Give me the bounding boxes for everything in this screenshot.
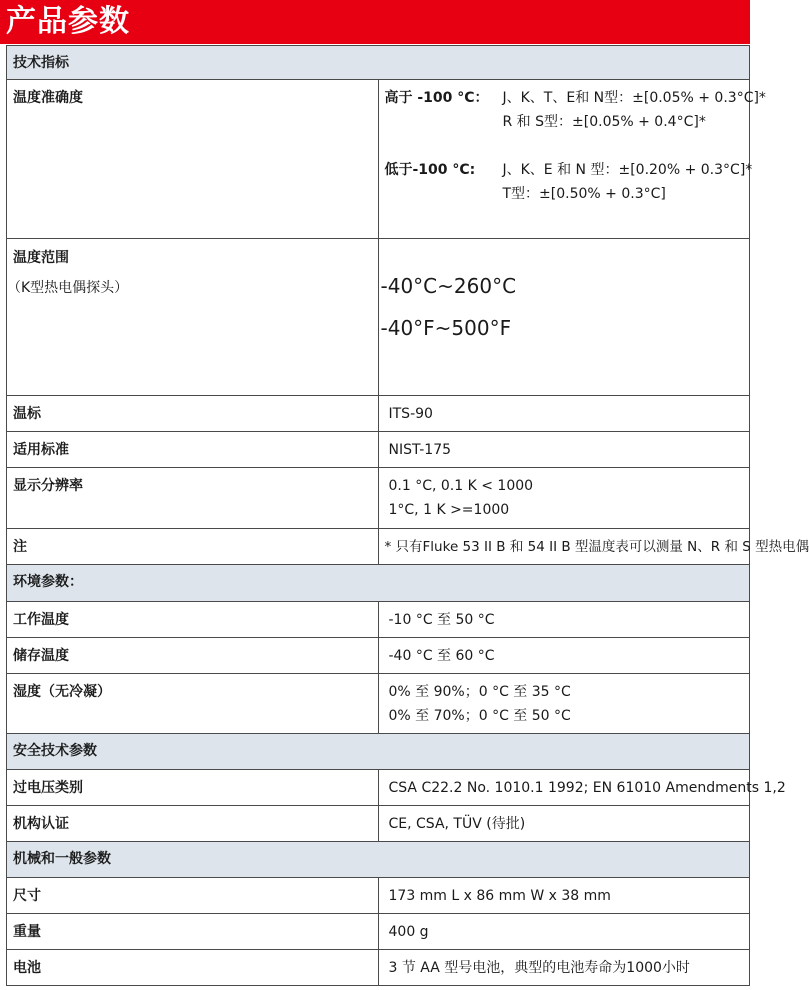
storage-temp-value: -40 °C 至 60 °C <box>388 648 495 664</box>
resolution-line1: 0.1 °C, 0.1 K < 1000 <box>388 478 534 494</box>
scale-value: ITS-90 <box>388 406 433 422</box>
accuracy-above-line1: J、K、T、E和 N型：±[0.05% + 0.3°C]* <box>502 90 766 106</box>
row-value <box>378 529 809 565</box>
row-label: 工作温度 <box>7 602 379 638</box>
section-title: 环境参数： <box>7 565 750 602</box>
resolution-line2: 1°C, 1 K >=1000 <box>388 502 510 518</box>
row-value <box>378 432 750 468</box>
row-range <box>7 239 750 396</box>
overvoltage-value: CSA C22.2 No. 1010.1 1992; EN 61010 Amendments 1,2 <box>388 780 786 796</box>
accuracy-below-head: 低于-100 °C: <box>384 162 476 178</box>
row-label <box>7 239 379 396</box>
row-value <box>378 950 750 986</box>
section-title: 技术指标 <box>7 46 750 80</box>
section-header-mech <box>7 842 750 878</box>
row-label: 湿度（无冷凝） <box>7 674 379 734</box>
row-label: 储存温度 <box>7 638 379 674</box>
row-value <box>378 878 750 914</box>
standard-value: NIST-175 <box>388 442 452 458</box>
accuracy-below-line2: T型：±[0.50% + 0.3°C] <box>502 186 666 202</box>
battery-value: 3 节 AA 型号电池，典型的电池寿命为1000小时 <box>388 960 690 976</box>
row-size <box>7 878 750 914</box>
humidity-line2: 0% 至 70%；0 °C 至 50 °C <box>388 708 571 724</box>
row-label: 机构认证 <box>7 806 379 842</box>
row-label: 温度准确度 <box>7 80 379 239</box>
note-value: * 只有Fluke 53 II B 和 54 II B 型温度表可以测量 N、R 和 S 型热电偶 <box>384 539 809 555</box>
row-label: 重量 <box>7 914 379 950</box>
accuracy-below-line1: J、K、E 和 N 型：±[0.20% + 0.3°C]* <box>502 162 753 178</box>
section-title: 安全技术参数 <box>7 734 750 770</box>
section-header-env <box>7 565 750 602</box>
row-certification <box>7 806 750 842</box>
size-value: 173 mm L x 86 mm W x 38 mm <box>388 888 611 904</box>
row-value <box>378 80 766 239</box>
row-op-temp <box>7 602 750 638</box>
section-header-safety <box>7 734 750 770</box>
page-title: 产品参数 <box>6 4 130 39</box>
section-header-tech <box>7 46 750 80</box>
row-value <box>378 468 750 529</box>
row-value <box>378 914 750 950</box>
section-title: 机械和一般参数 <box>7 842 750 878</box>
row-label: 温标 <box>7 396 379 432</box>
row-storage-temp <box>7 638 750 674</box>
row-humidity <box>7 674 750 734</box>
row-scale <box>7 396 750 432</box>
row-label: 适用标准 <box>7 432 379 468</box>
row-label: 注 <box>7 529 379 565</box>
humidity-line1: 0% 至 90%；0 °C 至 35 °C <box>388 684 571 700</box>
row-battery <box>7 950 750 986</box>
row-value <box>378 806 750 842</box>
row-weight <box>7 914 750 950</box>
certification-value: CE, CSA, TÜV (待批) <box>388 816 526 832</box>
range-label: 温度范围 <box>13 250 69 266</box>
spec-table <box>6 45 809 986</box>
range-celsius: -40°C~260°C <box>380 274 517 298</box>
row-standard <box>7 432 750 468</box>
op-temp-value: -10 °C 至 50 °C <box>388 612 495 628</box>
range-label-probe: （K型热电偶探头） <box>7 280 129 296</box>
row-accuracy <box>7 80 750 239</box>
row-value <box>378 638 750 674</box>
row-label: 尺寸 <box>7 878 379 914</box>
row-resolution <box>7 468 750 529</box>
row-note <box>7 529 750 565</box>
row-value <box>378 770 786 806</box>
accuracy-above-line2: R 和 S型：±[0.05% + 0.4°C]* <box>502 114 706 130</box>
accuracy-above-head: 高于 -100 °C： <box>384 90 489 106</box>
row-label: 显示分辨率 <box>7 468 379 529</box>
page-banner <box>0 0 750 44</box>
weight-value: 400 g <box>388 924 429 940</box>
range-fahrenheit: -40°F~500°F <box>380 316 512 340</box>
row-overvoltage <box>7 770 750 806</box>
row-label: 过电压类别 <box>7 770 379 806</box>
row-value <box>378 396 750 432</box>
row-label: 电池 <box>7 950 379 986</box>
row-value <box>378 239 750 396</box>
row-value <box>378 674 750 734</box>
row-value <box>378 602 750 638</box>
